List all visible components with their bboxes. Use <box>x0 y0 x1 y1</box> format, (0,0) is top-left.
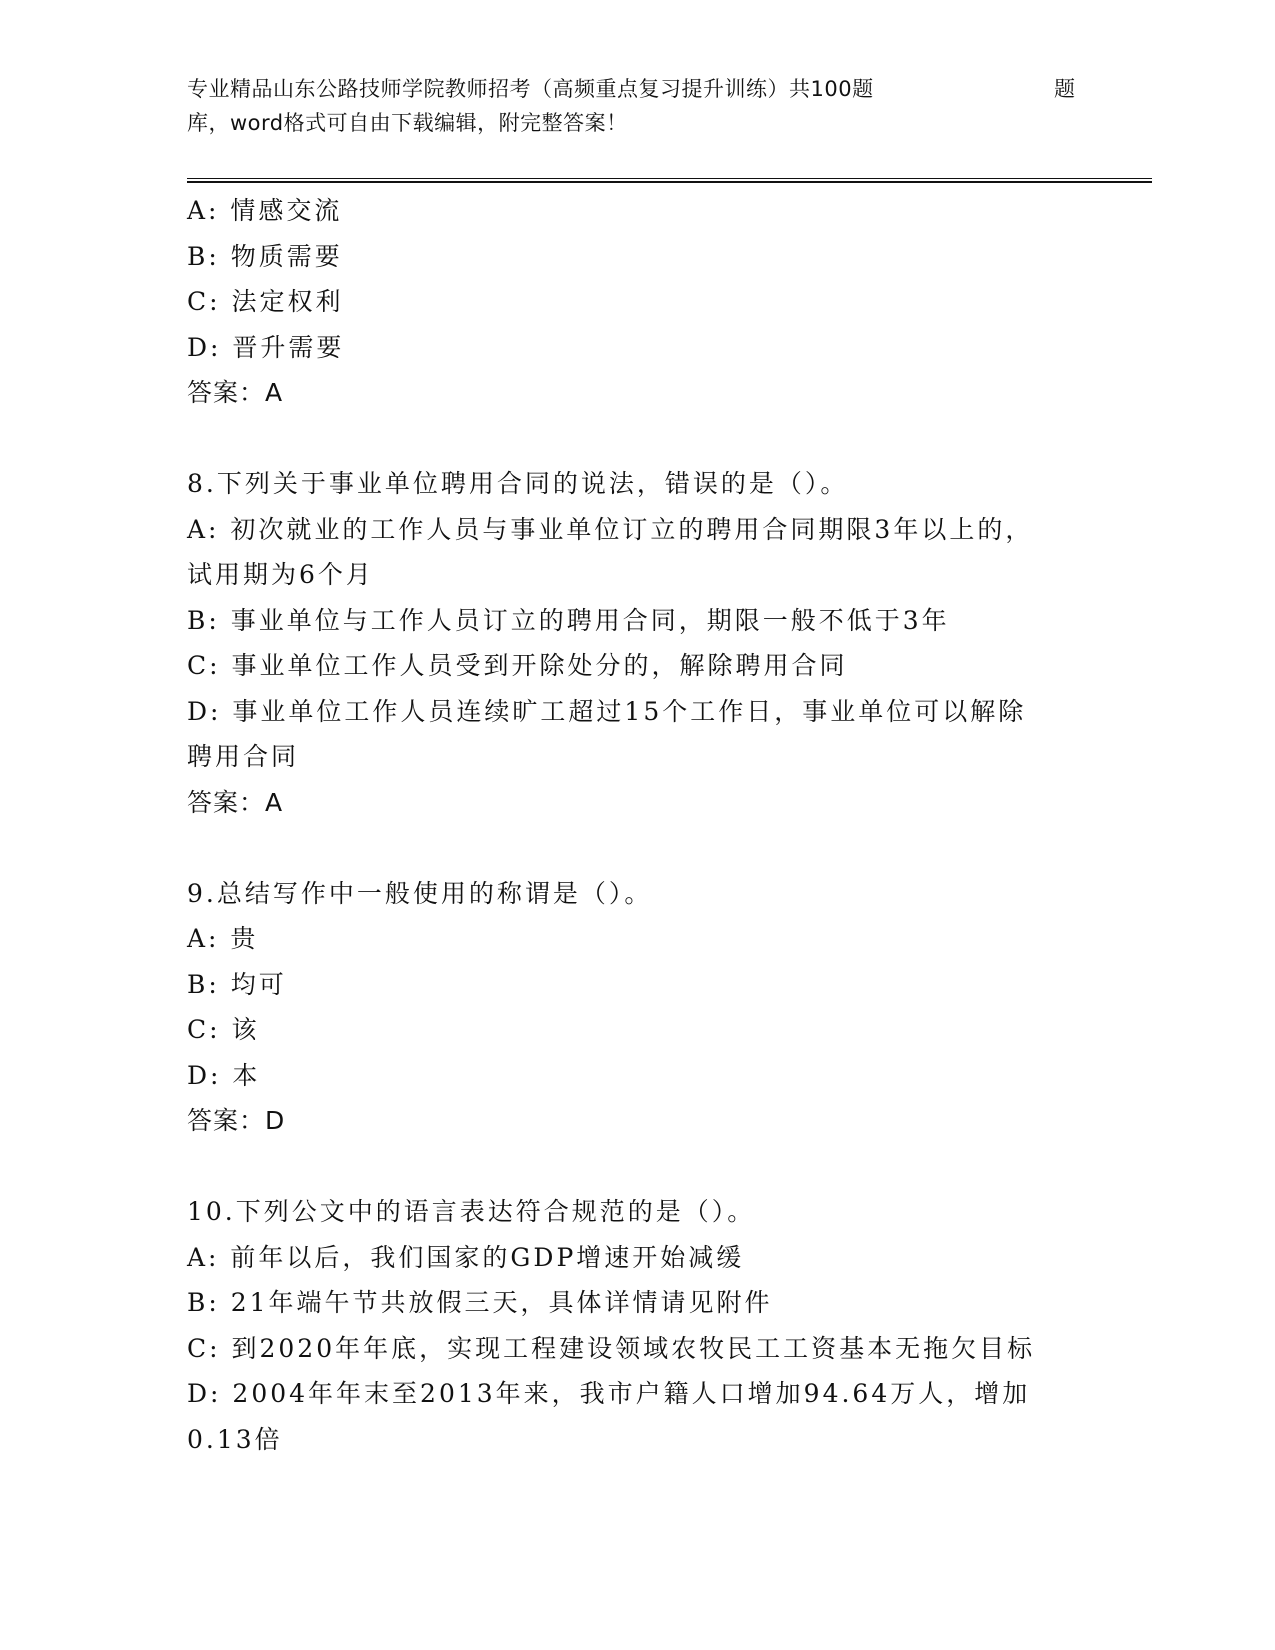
question-8 <box>187 461 1067 825</box>
option-a: A: 情感交流 <box>187 196 343 225</box>
option-c: C: 事业单位工作人员受到开除处分的，解除聘用合同 <box>187 651 848 680</box>
header-title-line-2: 库，word格式可自由下载编辑，附完整答案！ <box>187 111 628 135</box>
question-text: 10.下列公文中的语言表达符合规范的是（）。 <box>187 1197 756 1226</box>
option-d-line-1: D: 事业单位工作人员连续旷工超过15个工作日，事业单位可以解除 <box>187 696 1027 726</box>
option-c: C: 到2020年年底，实现工程建设领域农牧民工工资基本无拖欠目标 <box>187 1333 1036 1363</box>
question-text: 9.总结写作中一般使用的称谓是（）。 <box>187 878 653 908</box>
option-a-line-1: A: 初次就业的工作人员与事业单位订立的聘用合同期限3年以上的， <box>187 514 1034 544</box>
header-title-tail: 题 <box>1054 77 1075 101</box>
answer-line: 答案：A <box>187 378 284 407</box>
option-b: B: 事业单位与工作人员订立的聘用合同，期限一般不低于3年 <box>187 605 950 635</box>
option-d-line-2: 聘用合同 <box>187 742 300 771</box>
question-10 <box>187 1189 1067 1462</box>
answer-line: 答案：D <box>187 1106 286 1135</box>
spacer <box>187 416 1067 462</box>
question-9 <box>187 871 1067 1144</box>
spacer <box>187 825 1067 871</box>
option-a: A: 贵 <box>187 924 259 953</box>
option-c: C: 法定权利 <box>187 287 344 316</box>
option-c: C: 该 <box>187 1015 260 1044</box>
header-divider-thick <box>187 181 1152 183</box>
option-d: D: 晋升需要 <box>187 332 345 362</box>
spacer <box>187 1144 1067 1190</box>
option-b: B: 均可 <box>187 969 287 999</box>
question-content <box>187 188 1067 1462</box>
document-header <box>187 72 1087 140</box>
option-a-line-2: 试用期为6个月 <box>187 560 374 589</box>
question-text: 8.下列关于事业单位聘用合同的说法，错误的是（）。 <box>187 469 849 498</box>
option-b: B: 21年端午节共放假三天，具体详情请见附件 <box>187 1288 773 1317</box>
option-d-line-1: D: 2004年年末至2013年来，我市户籍人口增加94.64万人，增加 <box>187 1379 1031 1408</box>
header-title-line-1: 专业精品山东公路技师学院教师招考（高频重点复习提升训练）共100题 <box>187 77 874 101</box>
option-d: D: 本 <box>187 1060 261 1090</box>
answer-line: 答案：A <box>187 787 284 817</box>
option-b: B: 物质需要 <box>187 241 343 271</box>
header-divider-thin <box>187 178 1152 179</box>
question-7 <box>187 188 1067 416</box>
option-d-line-2: 0.13倍 <box>187 1424 283 1454</box>
option-a: A: 前年以后，我们国家的GDP增速开始减缓 <box>187 1242 745 1272</box>
